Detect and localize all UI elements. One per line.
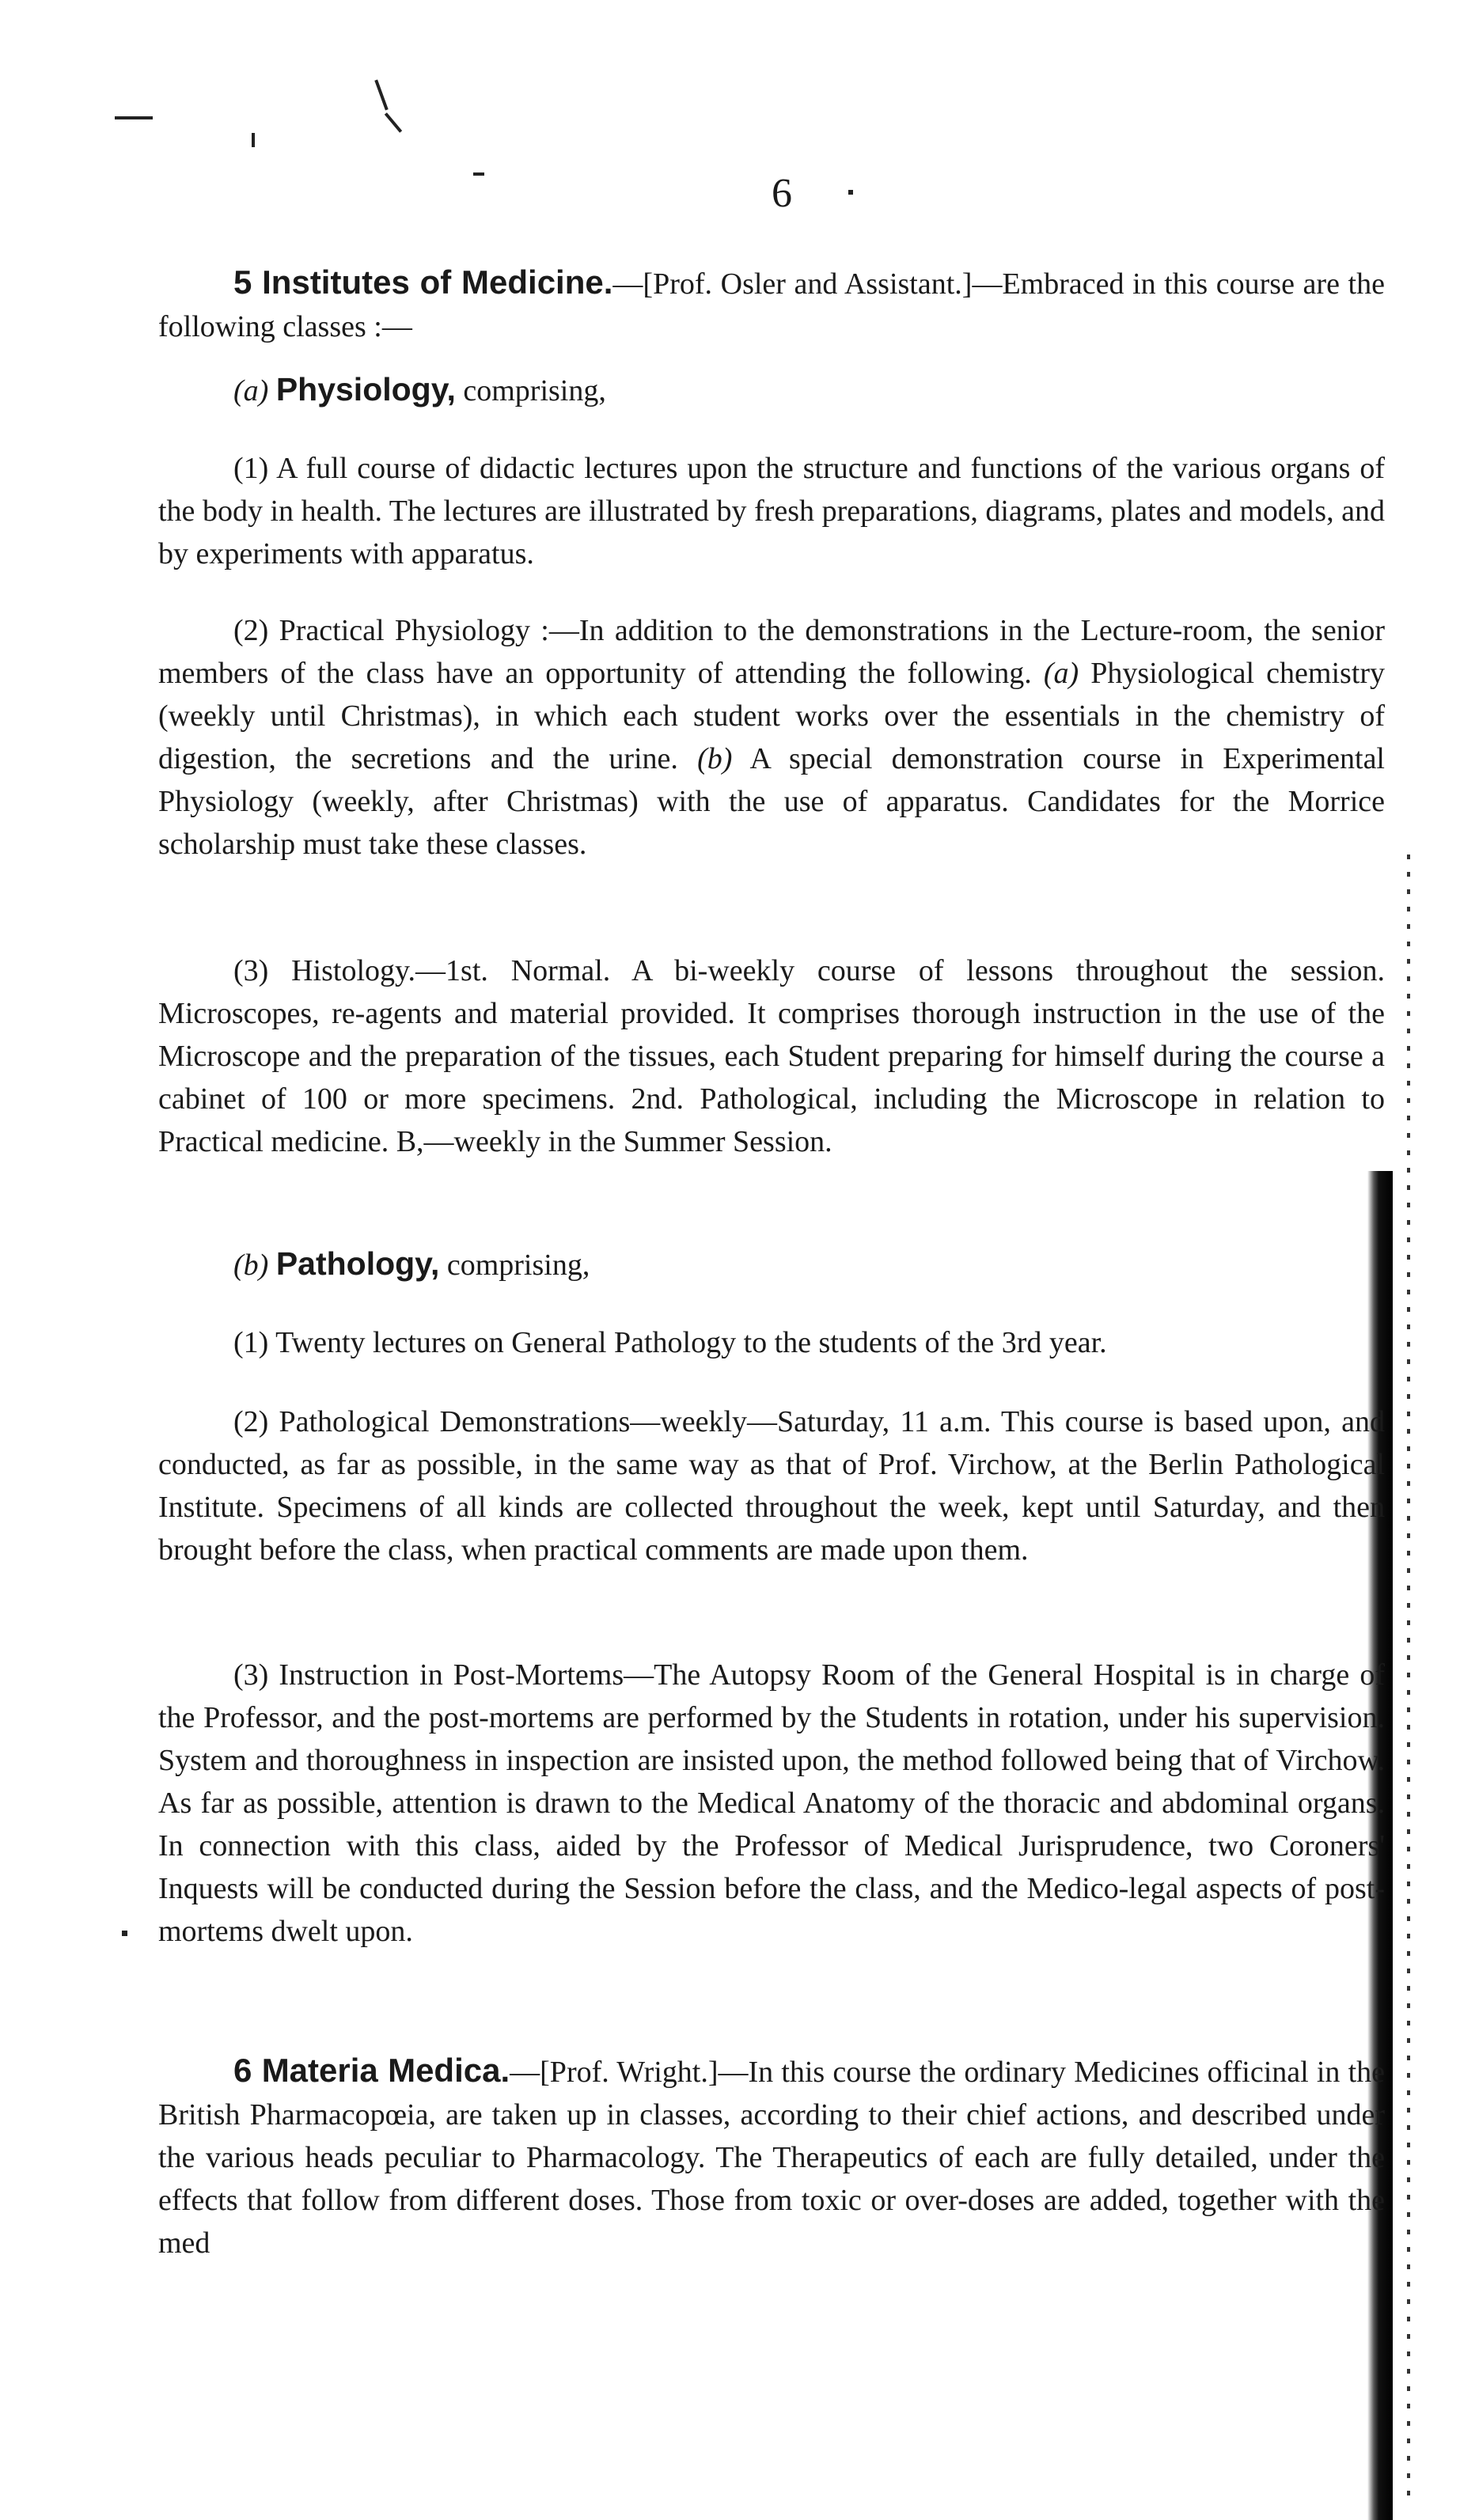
section-5-intro [158, 261, 1385, 348]
paragraph-a3: (3) Histology.—1st. Normal. A bi-weekly course of lessons throughout the session. Microscopes, re-agents and material provided. It comprises thorough instruction in the use of the Microscope and the preparation of the tissues, each Student preparing for himself during the course a cabinet of 100 or more specimens. 2nd. Pathological, including the Microscope in relation to Practical medicine. B,—weekly in the Summer Session. [158, 954, 1385, 1158]
subsection-b-title: Pathology, [275, 1245, 440, 1282]
scan-mark [122, 1931, 127, 1936]
paragraph-b3: (3) Instruction in Post-Mortems—The Autopsy Room of the General Hospital is in charge of the Professor, and the post-mortems are performed by the Students in rotation, under his supervision. System and thoroughness in inspection are insisted upon, the method followed being that of Virchow. As far as possible, attention is drawn to the Medical Anatomy of the thoracic and abdominal organs. In connection with this class, aided by the Professor of Medical Jurisprudence, two Coroners' Inquests will be conducted during the Session before the class, and the Medico-legal aspects of post-mortems dwelt upon. [158, 1658, 1385, 1948]
subsection-b-label: (b) [233, 1249, 269, 1282]
subsection-a-suffix: comprising, [463, 374, 606, 407]
section-6 [158, 2049, 1385, 2264]
paragraph-a1: (1) A full course of didactic lectures upon the structure and functions of the various organs of the body in health. The lectures are illustrated by fresh preparations, diagrams, plates and models, and by experiments with apparatus. [158, 452, 1385, 570]
page-number: 6 [772, 171, 793, 216]
paragraph-a2: (2) Practical Physiology :—In addition to the demonstrations in the Lecture-room, the senior members of the class have an opportunity of attending the following. (a) Physiological chemistry (weekly until Christmas), in which each student works over the essentials in the chemistry of digestion, the secretions and the urine. (b) A special demonstration course in Experimental Physiology (weekly, after Christmas) with the use of apparatus. Candidates for the Morrice scholarship must take these classes. [158, 614, 1386, 861]
scan-mark [252, 133, 255, 147]
subsection-a-label: (a) [233, 374, 269, 407]
subsection-b-suffix: comprising, [446, 1249, 590, 1282]
scan-mark [115, 116, 153, 119]
scan-mark [473, 172, 484, 176]
paragraph-b2: (2) Pathological Demonstrations—weekly—Saturday, 11 a.m. This course is based upon, and conducted, as far as possible, in the same way as that of Prof. Virchow, at the Berlin Pathological Institute. Specimens of all kinds are collected throughout the week, kept until Saturday, and then brought before the class, when practical comments are made upon them. [158, 1405, 1385, 1567]
scan-mark [385, 112, 402, 133]
section-5-paragraph [158, 261, 1385, 348]
subsection-b-heading [158, 1242, 1385, 1287]
paragraph-b1: (1) Twenty lectures on General Pathology to the students of the 3rd year. [233, 1326, 1107, 1359]
scan-mark [848, 190, 853, 195]
scan-mark [374, 80, 388, 111]
section-6-text: —[Prof. Wright.]—In this course the ordinary Medicines officinal in the British Pharmacopœia, are taken up in classes, according to their chief actions, and described under the various heads peculiar to Pharmacology. The Therapeutics of each are fully detailed, under the effects that follow from different doses. Those from toxic or over-doses are added, together with the med [158, 2056, 1386, 2260]
section-5-heading: 5 Institutes of Medicine. [233, 263, 613, 301]
subsection-a-title: Physiology, [275, 371, 456, 407]
scan-edge-dots [1407, 855, 1410, 2508]
section-5-intro-text: —[Prof. Osler and Assistant.]—Embraced in this course are the following classes :— [158, 267, 1385, 343]
subsection-a-heading [158, 368, 1385, 412]
section-6-heading: 6 Materia Medica. [233, 2052, 510, 2089]
